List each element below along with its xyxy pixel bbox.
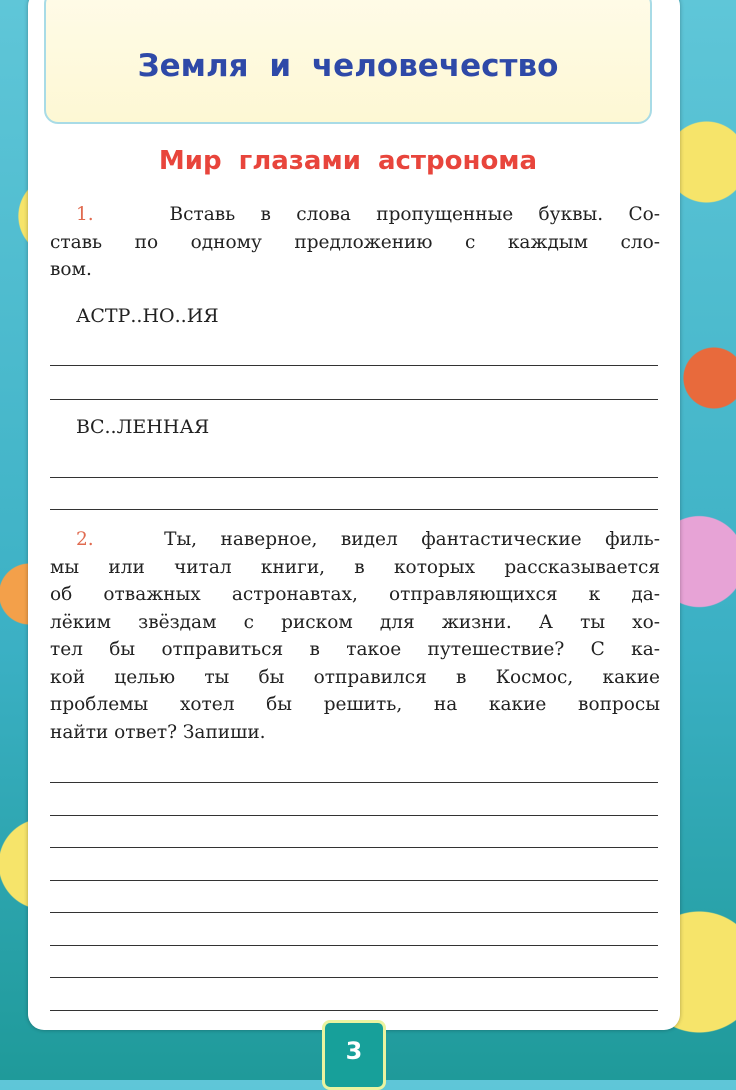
task2-line: кой целью ты бы отправился в Космос, какие <box>50 667 660 688</box>
task2-number: 2. <box>76 529 94 550</box>
task1-text: Вставь в слова пропущенные буквы. Со- <box>169 204 660 225</box>
task2-line: тел бы отправиться в такое путешествие? С ка- <box>50 639 660 660</box>
task2-line: мы или читал книги, в которых рассказывается <box>50 557 660 578</box>
answer-line[interactable] <box>50 365 658 366</box>
answer-line[interactable] <box>50 847 658 848</box>
answer-line[interactable] <box>50 1010 658 1011</box>
page-number: 3 <box>345 1037 363 1065</box>
section-title: Мир глазами астронома <box>158 146 538 176</box>
task2-text: Ты, наверное, видел фантастические филь- <box>164 529 660 550</box>
task2-line: об отважных астронавтах, отправляющихся к да- <box>50 584 660 605</box>
answer-line[interactable] <box>50 477 658 478</box>
answer-line[interactable] <box>50 945 658 946</box>
answer-line[interactable] <box>50 782 658 783</box>
word-1: АСТР..НО..ИЯ <box>76 305 219 327</box>
task1-line <box>76 202 660 228</box>
task1-line: ставь по одному предложению с каждым сло- <box>50 232 660 253</box>
task2-line: проблемы хотел бы решить, на какие вопросы <box>50 694 660 715</box>
answer-line[interactable] <box>50 399 658 400</box>
task2-line: найти ответ? Запиши. <box>50 722 266 743</box>
task1-number: 1. <box>76 204 94 225</box>
word-2: ВС..ЛЕННАЯ <box>76 416 210 438</box>
answer-line[interactable] <box>50 977 658 978</box>
answer-line[interactable] <box>50 912 658 913</box>
task2-line: лёким звёздам с риском для жизни. А ты хо- <box>50 612 660 633</box>
chapter-title: Земля и человечество <box>137 48 559 84</box>
answer-line[interactable] <box>50 815 658 816</box>
answer-line[interactable] <box>50 880 658 881</box>
answer-line[interactable] <box>50 509 658 510</box>
task2-line <box>76 527 660 553</box>
chapter-header <box>44 0 652 124</box>
task1-line: вом. <box>50 259 92 280</box>
